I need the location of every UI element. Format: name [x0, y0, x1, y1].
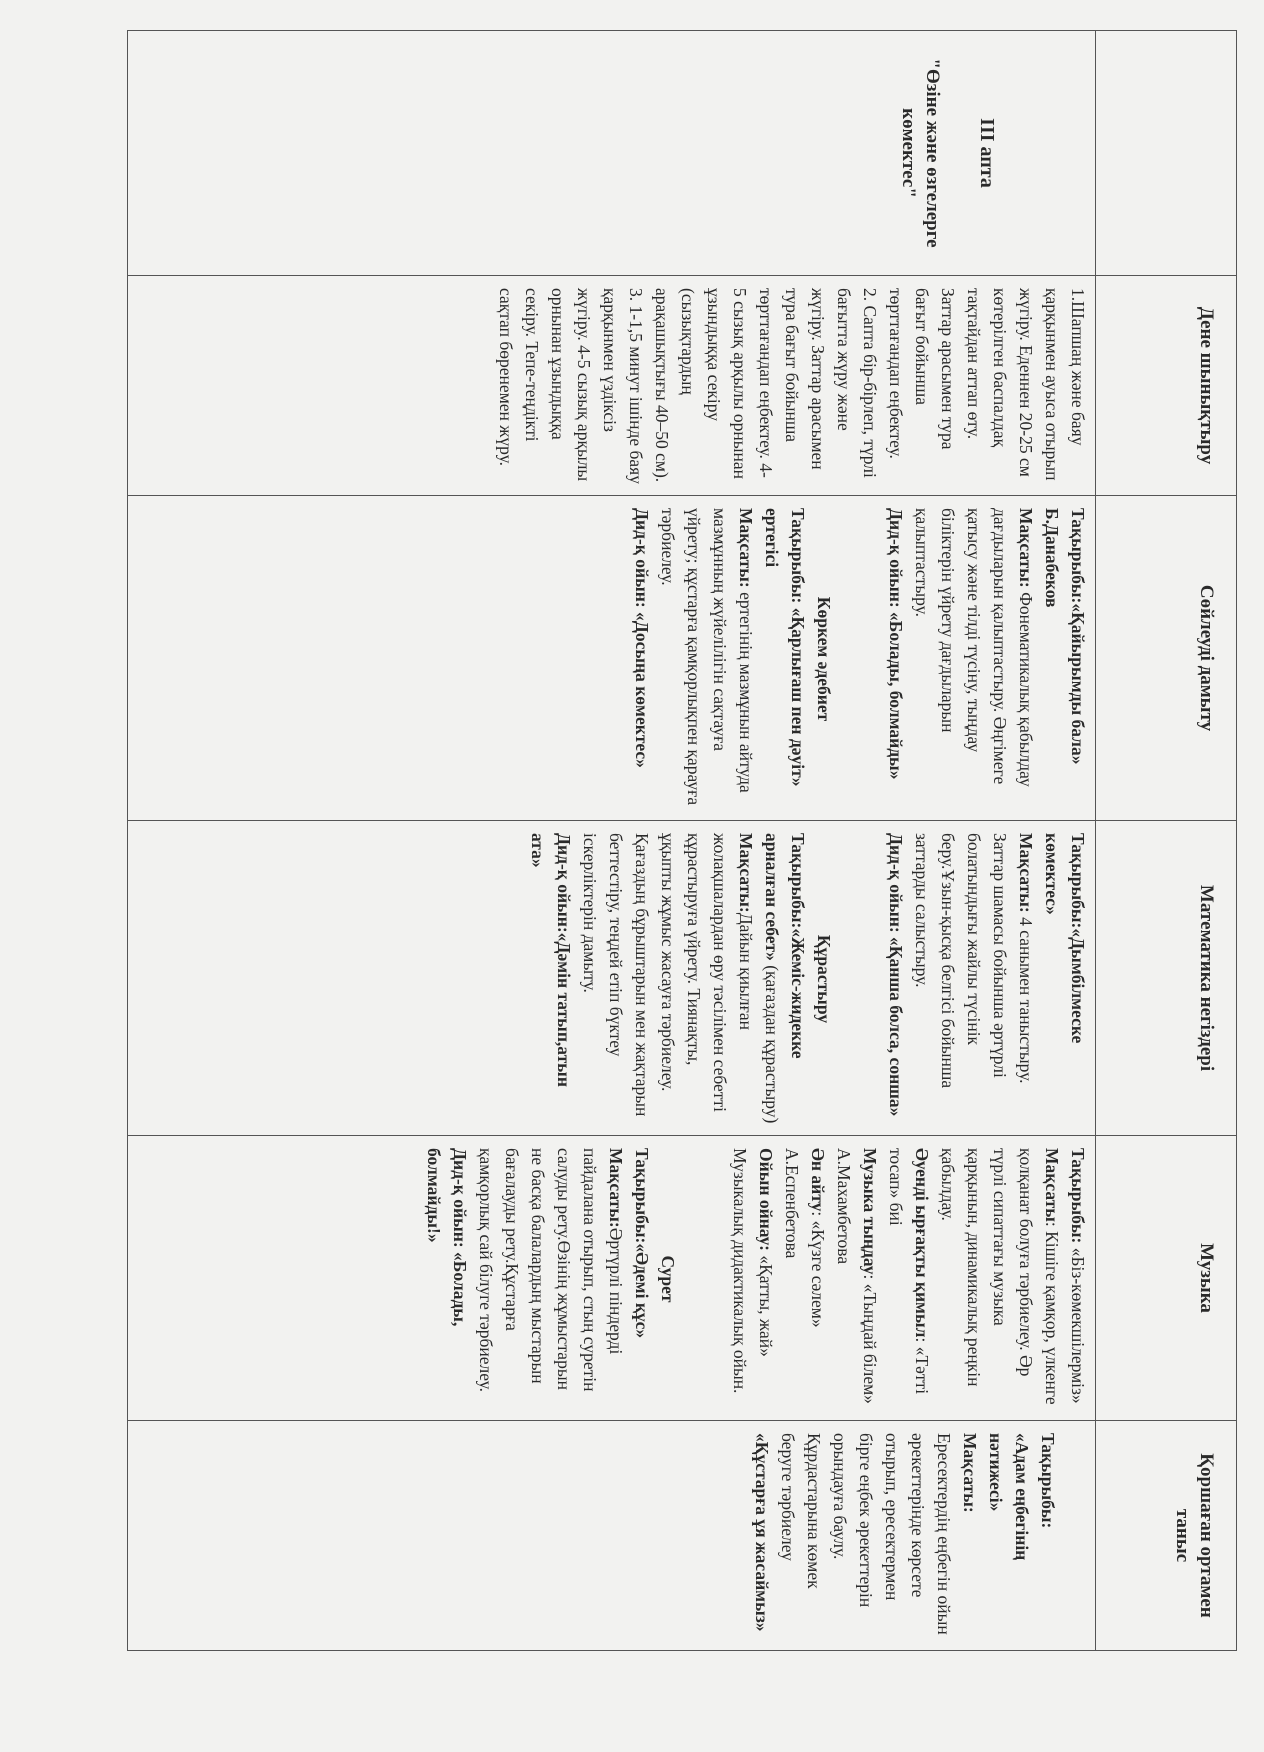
pe-cell — [128, 276, 1096, 496]
speech-author: Б.Данабеков — [1042, 508, 1062, 608]
speech-body — [619, 496, 1095, 820]
environment-goal-text: Ересектердің еңбегін ойын әрекеттерінде көрсете отырып, ересектермен бірге еңбек әрекеттерін орындауға баулу. Құрдастарына көмек беруге тәрбиелеу — [778, 1433, 954, 1635]
drawing-goal — [473, 1148, 629, 1410]
header-environment — [1096, 1421, 1237, 1651]
music-cell — [128, 1136, 1096, 1421]
literature-goal-label: Мақсаты: — [736, 508, 756, 588]
header-environment-label: Қоршаған ортамен таныс — [1172, 1453, 1217, 1618]
construction-game: Дид-қ ойын:«Дәмін татып,атын ата» — [528, 833, 574, 1087]
speech-goal-label: Мақсаты: — [1016, 508, 1036, 588]
construction-subtitle: Құрастыру — [814, 934, 834, 1024]
literature-subtitle: Көркем әдебиет — [814, 596, 834, 722]
construction-topic-note: (қағаздан құрастыру) — [762, 960, 782, 1124]
header-speech-label: Сөйлеуді дамыту — [1196, 584, 1217, 732]
music-goal — [935, 1148, 1065, 1410]
spacer — [837, 833, 883, 1125]
math-topic: Тақырыбы:«Дымбілмеске көмектес» — [1042, 833, 1088, 1044]
spacer — [1061, 1433, 1091, 1640]
header-music-label: Музыка — [1196, 1243, 1217, 1313]
week-header-cell — [1096, 31, 1237, 276]
literature-goal — [655, 508, 759, 810]
music-topic — [1065, 1148, 1091, 1410]
literature-goal-text: ертегінің мазмұнын айтуда мазмұнның жүйелілігін сақтауға үйрету; құстарға қамқорлықпен қарауға тәрбиелеу. — [658, 508, 756, 806]
speech-goal-text: Фонематикалық қабылдау дағдыларын қалыптастыру. Әңгімеге қатысу және тілді түсіну, тыңдау біліктерін үйрету дағдыларын қалыптастыру. — [912, 508, 1036, 787]
construction-goal — [577, 833, 759, 1125]
environment-body — [739, 1421, 1095, 1650]
header-speech — [1096, 496, 1237, 821]
drawing-goal-text: Әртүрлі піндерді пайдалана отырып, стың суретін салуды рету.Өзінің жұмыстарын не басқа балалардың мыстарын бағалауды рету.Құстарға қамқорлық сай білуге тәрбиелеу. — [476, 1148, 626, 1392]
music-goal-label: Мақсаты — [1042, 1148, 1062, 1222]
spacer — [837, 508, 883, 810]
header-math — [1096, 821, 1237, 1136]
music-movement-text: : «Тәтті тосап» биі — [886, 1148, 932, 1395]
math-game: Дид-қ ойын: «Қанша болса, сонша» — [886, 833, 906, 1117]
week-theme: "Өзіне және өзгелерге көмектес" — [898, 58, 943, 248]
environment-cell — [128, 1421, 1096, 1651]
math-goal-label: Мақсаты: — [1016, 833, 1036, 913]
literature-topic: Тақырыбы: «Қарлығаш пен дәуіт» ертегісі — [762, 508, 808, 787]
header-pe — [1096, 276, 1237, 496]
construction-topic-label: Тақырыбы:«Жеміс-жидекке арналған себет» — [762, 833, 808, 1059]
math-goal — [909, 833, 1039, 1125]
pe-text: 1.Шапшаң және баяу қарқынмен ауыса отырып жүгіру. Еденнен 20-25 см көтерілген баспалдақ тақтайдан аттап өту. Заттар арасымен тура бағыт бойынша төрттағандап еңбектеу. 2. Сапта бір-бірлеп, түрлі бағытта жүру және жүгіру. Заттар арасымен тура бағыт бойынша төрттағандап еңбектеу. 4-5 сызық арқылы орнынан ұзындыққа секіру (сызықтардың арақашықтығы 40–50 см). 3. 1-1,5 минут ішінде баяу қарқынмен үздіксіз жүгіру. 4-5 сызық арқылы орнынан ұзындыққа секіру. Тепе-теңдікті сақтап бөренемен жүру. — [496, 288, 1088, 484]
week-cell — [128, 31, 1096, 276]
construction-goal-label: Мақсаты: — [736, 833, 756, 913]
music-movement — [883, 1148, 935, 1410]
environment-topic: «Адам еңбегінің нәтижесі» — [986, 1433, 1032, 1561]
spacer — [681, 1148, 727, 1410]
drawing-goal-label: Мақсаты: — [606, 1148, 626, 1228]
speech-cell — [128, 496, 1096, 821]
weekly-plan-table — [127, 30, 1237, 1651]
header-pe-label: Дене шынықтыру — [1196, 306, 1217, 465]
music-listening-label: Музыка тыңдау — [860, 1148, 880, 1275]
literature-game: Дид-қ ойын: «Досыңа көмектес» — [632, 508, 652, 768]
construction-goal-text: Дайын қиылған жолақшалардан өру тәсілімен себетті құрастыруға үйрету. Тиянақты, ұқыпты жұмыс жасауға тәрбиелеу. Қағаздың бұрыштарын мен жақтарын беттестіру, теңдей етіп бүктеу іскерліктерін дамыту. — [580, 833, 756, 1117]
drawing-subtitle: Сурет — [658, 1255, 678, 1303]
drawing-game: Дид-қ ойын: «Болады, болмайды!» — [424, 1148, 470, 1327]
math-goal-text: 4 санымен таныстыру. Заттар шамасы бойынша әртүрлі болатындығы жайлы түсінік беру.Ұзын-қысқа белгісі бойынша заттарды салыстыру. — [912, 833, 1036, 1089]
music-singing-label: Ән айту — [808, 1148, 828, 1212]
music-game-label: Ойын ойнау: — [756, 1148, 776, 1251]
drawing-topic: Тақырыбы:«Әдемі құс» — [632, 1148, 652, 1339]
environment-topic-label: Тақырыбы: — [1038, 1433, 1058, 1529]
content-row — [128, 31, 1096, 1651]
header-music — [1096, 1136, 1237, 1421]
music-movement-label: Әуенді ырғақты қимыл — [912, 1148, 932, 1338]
music-listening — [831, 1148, 883, 1410]
music-game — [727, 1148, 779, 1410]
music-singing-text: : «Күзге сәлем» А.Еспенбетова — [782, 1148, 828, 1328]
music-topic-text: «Біз-көмекшілерміз» — [1068, 1243, 1088, 1404]
environment-activity: «Құстарға ұя жасаймыз» — [752, 1433, 772, 1632]
speech-goal — [909, 508, 1039, 810]
week-title: III апта — [976, 118, 998, 188]
music-goal-text: : Кішіге қамқор, үлкенге қолқанат болуға тәрбиелеу. Әр түрлі сипаттағы музыка қарқынын, динамикалық реңкін қабылдау. — [938, 1148, 1062, 1405]
math-cell — [128, 821, 1096, 1136]
construction-topic — [759, 833, 811, 1125]
music-game-text: «Қатты, жай» Музыкалық дидактикалық ойын. — [730, 1148, 776, 1394]
music-listening-text: : «Тыңдай білем» А.Махамбетова — [834, 1148, 880, 1404]
environment-goal-label: Мақсаты: — [960, 1433, 980, 1513]
math-body — [515, 821, 1095, 1135]
speech-game: Дид-қ ойын: «Болады, болмайды» — [886, 508, 906, 780]
header-row — [1096, 31, 1237, 1651]
header-math-label: Математика негіздері — [1196, 884, 1217, 1072]
music-body — [411, 1136, 1095, 1420]
rotated-table-wrapper — [127, 30, 1237, 1650]
speech-topic: Тақырыбы:«Қайырымды бала» — [1068, 508, 1088, 765]
music-topic-label: Тақырыбы: — [1068, 1148, 1088, 1244]
music-singing — [779, 1148, 831, 1410]
